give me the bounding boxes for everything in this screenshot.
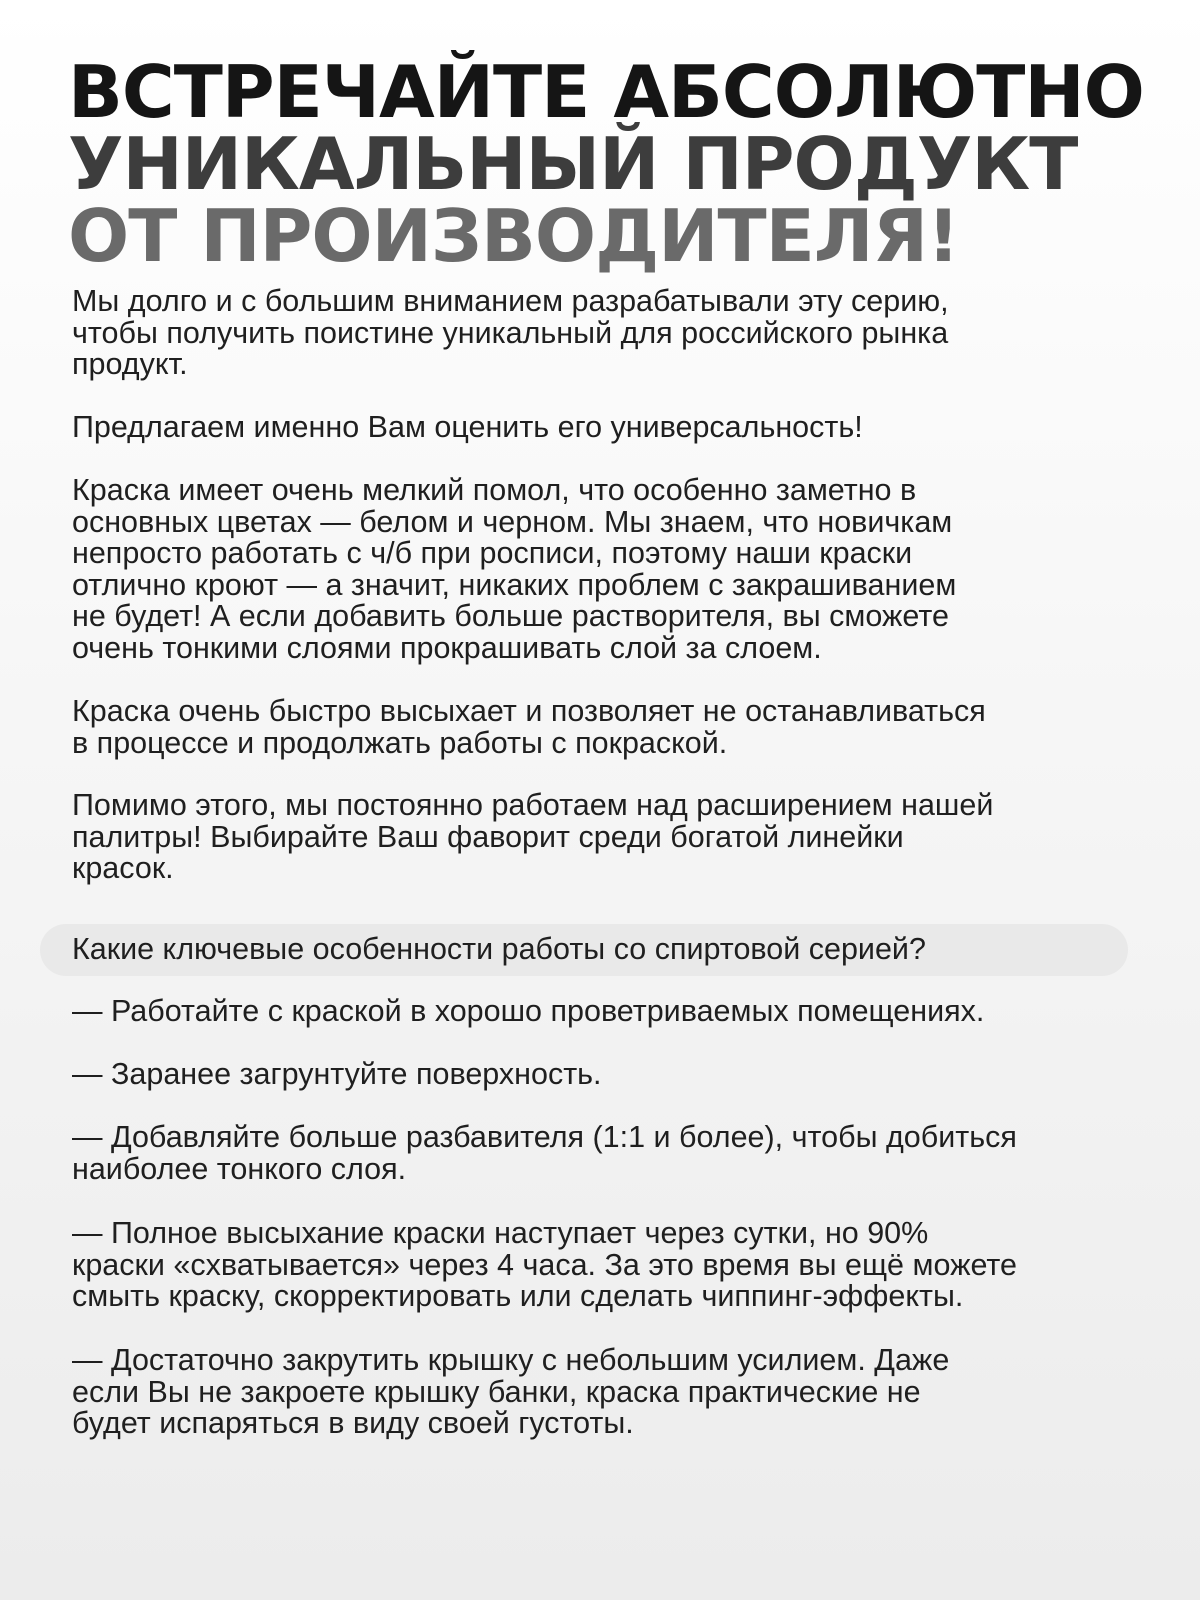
text-line: не будет! А если добавить больше растворителя, вы сможете — [72, 599, 949, 633]
intro-paragraph-3 — [72, 475, 1152, 664]
text-line: Предлагаем именно Вам оценить его универсальность! — [72, 410, 863, 444]
text-line: Краска имеет очень мелкий помол, что особенно заметно в — [72, 473, 917, 507]
text-line: красок. — [72, 851, 174, 885]
text-line: очень тонкими слоями прокрашивать слой за слоем. — [72, 630, 822, 665]
text-line: Краска очень быстро высыхает и позволяет не останавливаться — [72, 694, 986, 728]
headline-line-2: УНИКАЛЬНЫЙ ПРОДУКТ — [68, 122, 1078, 206]
intro-paragraph-4 — [72, 696, 1152, 759]
text-line: чтобы получить поистине уникальный для российского рынка — [72, 315, 949, 350]
text-line: будет испаряться в виду своей густоты. — [72, 1406, 634, 1440]
headline — [68, 50, 1178, 278]
text-line: наиболее тонкого слоя. — [72, 1151, 407, 1186]
text-line: в процессе и продолжать работы с покраской. — [72, 725, 728, 760]
faq-question: Какие ключевые особенности работы со спиртовой серией? — [72, 932, 926, 966]
text-line: смыть краску, скорректировать или сделать чиппинг-эффекты. — [72, 1279, 964, 1313]
text-line: Мы долго и с большим вниманием разрабатывали эту серию, — [72, 284, 949, 318]
headline-line-1: ВСТРЕЧАЙТЕ АБСОЛЮТНО — [68, 50, 1144, 134]
faq-tip-1 — [72, 996, 1152, 1028]
faq-tip-4 — [72, 1218, 1152, 1313]
faq-tip-5 — [72, 1345, 1152, 1440]
faq-tip-3 — [72, 1122, 1152, 1185]
text-line: продукт. — [72, 347, 188, 381]
text-line: Помимо этого, мы постоянно работаем над расширением нашей — [72, 788, 994, 822]
text-line: краски «схватывается» через 4 часа. За это время вы ещё можете — [72, 1247, 1018, 1282]
text-line: — Заранее загрунтуйте поверхность. — [72, 1057, 602, 1091]
text-line: непросто работать с ч/б при росписи, поэтому наши краски — [72, 536, 913, 570]
text-line: — Полное высыхание краски наступает через сутки, но 90% — [72, 1216, 929, 1250]
text-line: отлично кроют — а значит, никаких проблем с закрашиванием — [72, 567, 957, 602]
intro-paragraph-1 — [72, 286, 1152, 381]
text-line: — Добавляйте больше разбавителя (1:1 и более), чтобы добиться — [72, 1120, 1017, 1154]
text-line: если Вы не закроете крышку банки, краска практические не — [72, 1374, 921, 1409]
text-line: палитры! Выбирайте Ваш фаворит среди богатой линейки — [72, 819, 904, 854]
text-line: — Работайте с краской в хорошо проветриваемых помещениях. — [72, 994, 985, 1028]
text-line: основных цветах — белом и черном. Мы знаем, что новичкам — [72, 504, 953, 539]
intro-paragraph-2 — [72, 412, 1152, 444]
headline-line-3: ОТ ПРОИЗВОДИТЕЛЯ! — [68, 194, 959, 278]
text-line: — Достаточно закрутить крышку с небольшим усилием. Даже — [72, 1343, 950, 1377]
intro-paragraph-5 — [72, 790, 1152, 885]
faq-tip-2 — [72, 1059, 1152, 1091]
